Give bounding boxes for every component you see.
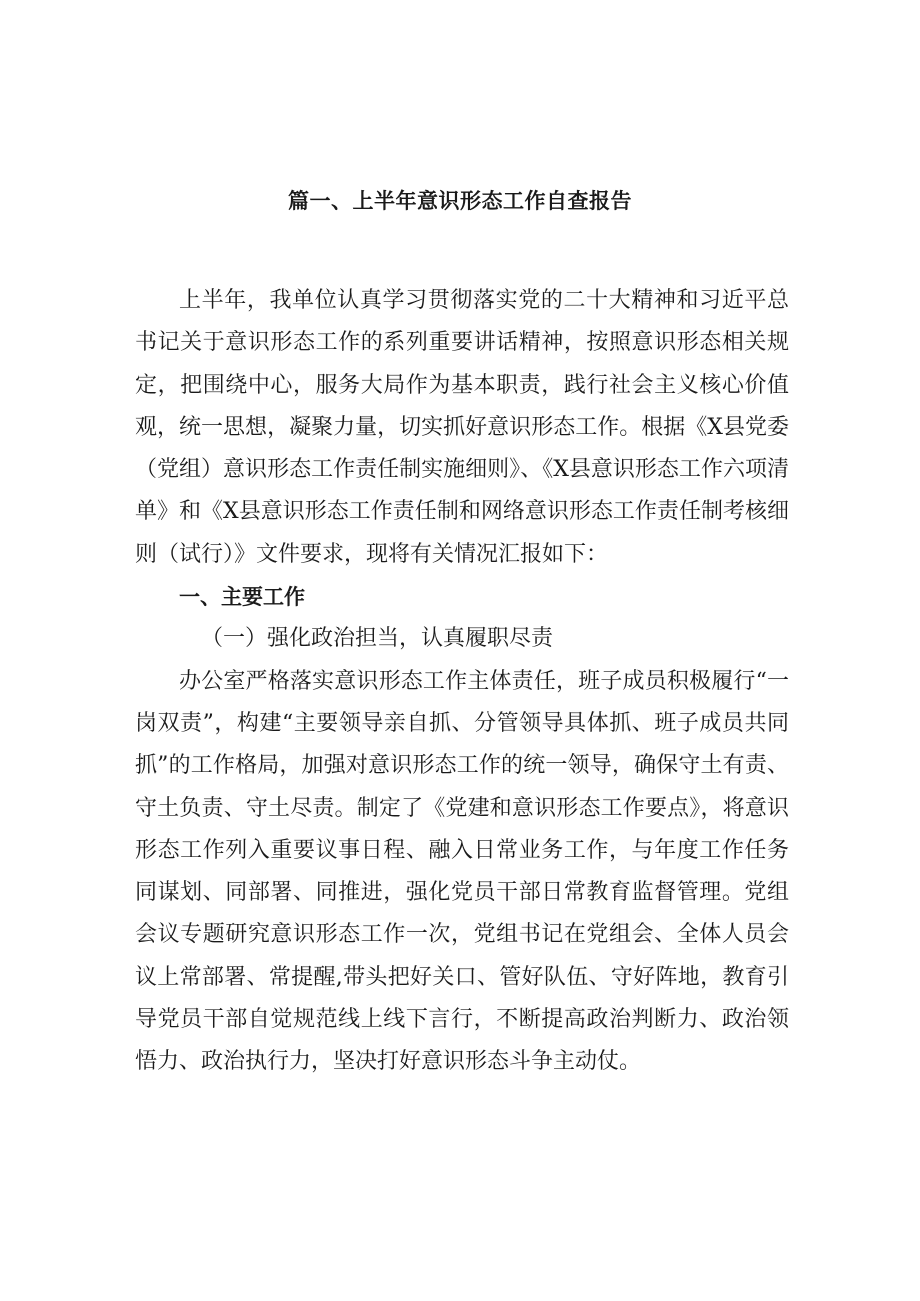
document-title: 篇一、上半年意识形态工作自查报告 <box>288 189 632 213</box>
office-responsibility-paragraph: 办公室严格落实意识形态工作主体责任，班子成员积极履行“一岗双责”，构建“主要领导亲自抓、分管领导具体抓、班子成员共同抓”的工作格局，加强对意识形态工作的统一领导，确保守土有责、守土负责、守土尽责。制定了《党建和意识形态工作要点》，将意识形态工作列入重要议事日程、融入日常业务工作，与年度工作任务同谋划、同部署、同推进，强化党员干部日常教育监督管理。党组会议专题研究意识形态工作一次，党组书记在党组会、全体人员会议上常部署、常提醒,带头把好关口、管好队伍、守好阵地，教育引导党员干部自觉规范线上线下言行，不断提高政治判断力、政治领悟力、政治执行力，坚决打好意识形态斗争主动仗。 <box>135 668 789 1075</box>
section-heading-main-work: 一、主要工作 <box>179 585 305 610</box>
subsection-heading-political-responsibility: （一）强化政治担当，认真履职尽责 <box>201 626 554 652</box>
document-body <box>135 280 789 1084</box>
intro-paragraph: 上半年，我单位认真学习贯彻落实党的二十大精神和习近平总书记关于意识形态工作的系列重要讲话精神，按照意识形态相关规定，把围绕中心，服务大局作为基本职责，践行社会主义核心价值观，统一思想，凝聚力量，切实抓好意识形态工作。根据《X县党委（党组）意识形态工作责任制实施细则》、《X县意识形态工作六项清单》和《X县意识形态工作责任制和网络意识形态工作责任制考核细则（试行）》文件要求，现将有关情况汇报如下： <box>135 288 789 567</box>
